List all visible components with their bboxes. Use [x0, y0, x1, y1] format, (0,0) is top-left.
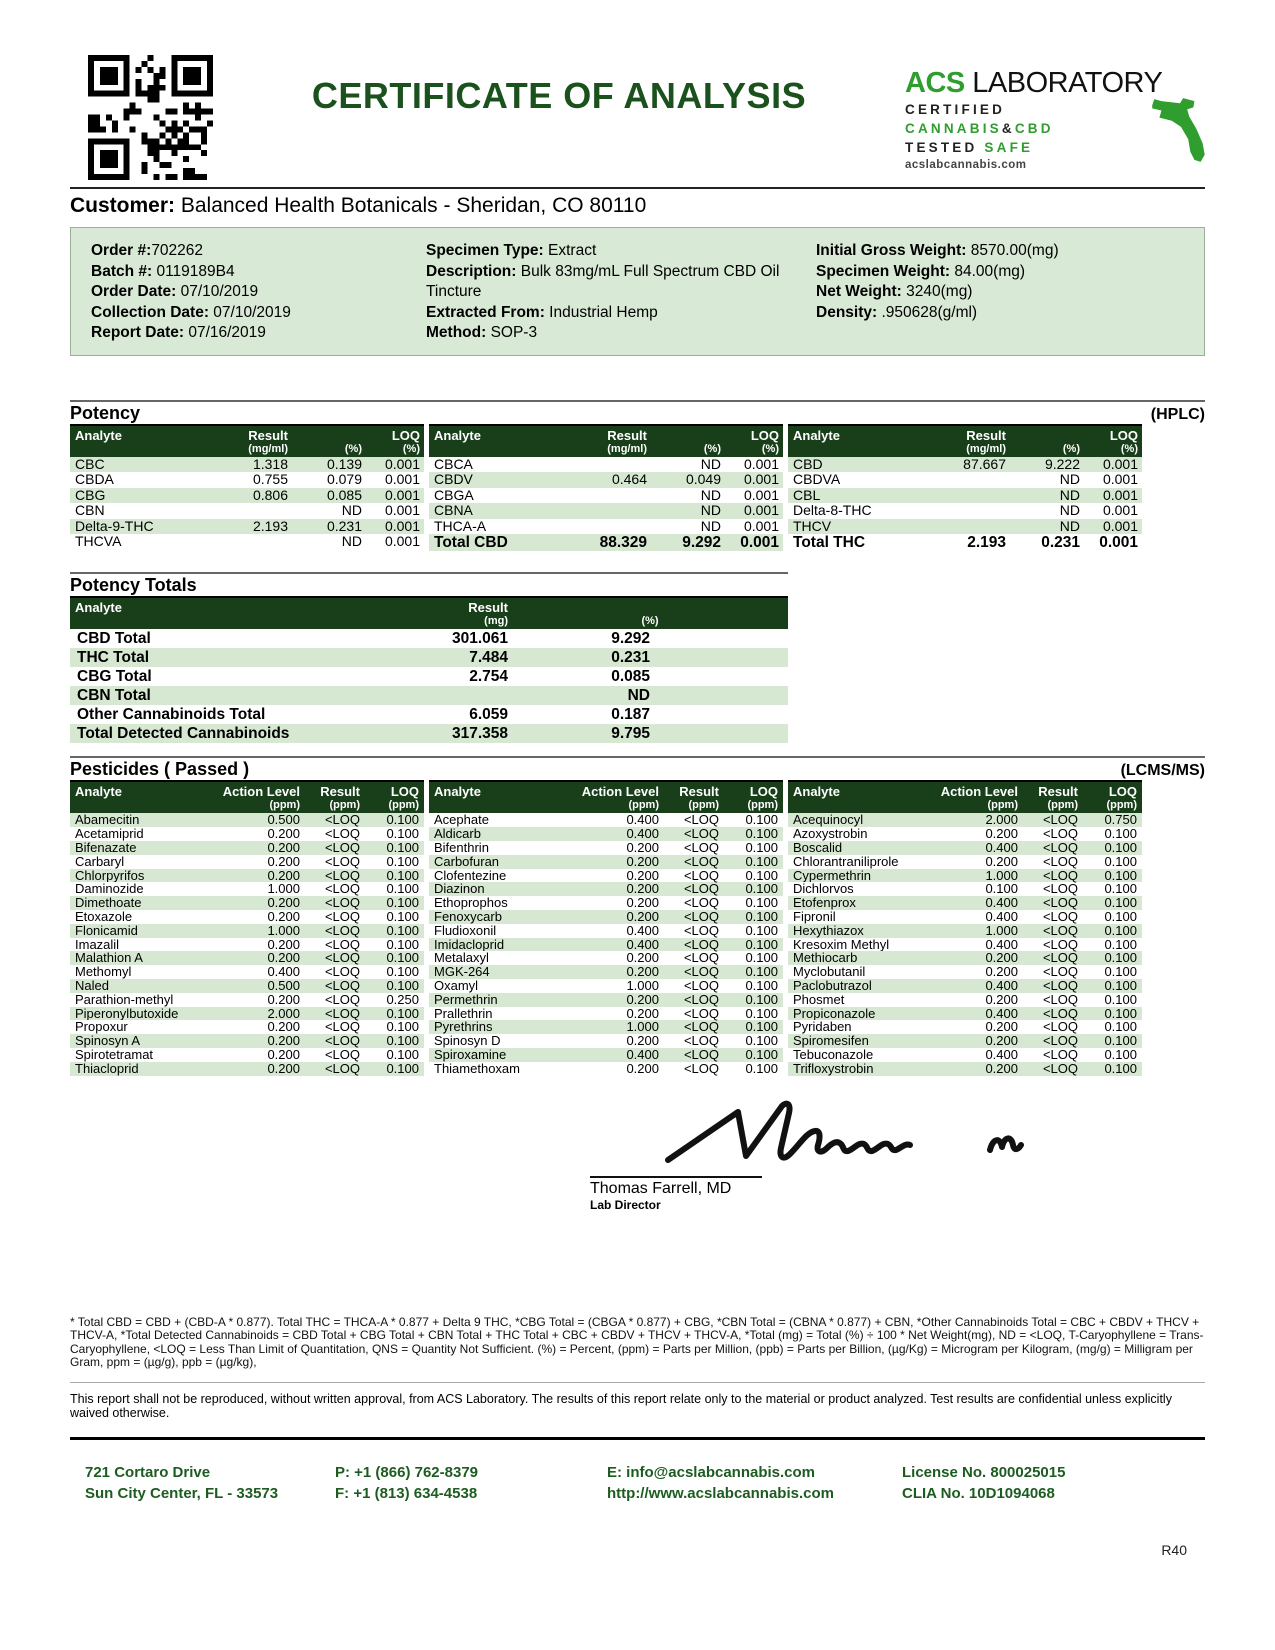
table-row: Methomyl 0.400 <LOQ 0.100 [75, 964, 419, 980]
pesticides-table-1 [70, 780, 424, 1075]
table-row: MGK-264 0.200 <LOQ 0.100 [429, 965, 783, 979]
pesticides-table-header: Analyte Action Level (ppm) Result (ppm) LOQ (ppm) [70, 782, 424, 813]
table-row: Paclobutrazol 0.400 <LOQ 0.100 [788, 979, 1142, 993]
signature-image [600, 1090, 1100, 1178]
pesticides-title: Pesticides ( Passed ) [70, 759, 250, 780]
table-row: Chlorantraniliprole 0.200 <LOQ 0.100 [793, 853, 1137, 869]
signature-line [590, 1176, 762, 1178]
logo-certified: CERTIFIED [905, 102, 1006, 117]
potency-method: (HPLC) [1150, 405, 1205, 423]
info-line: Specimen Type: Extract [426, 242, 597, 259]
table-row: Kresoxim Methyl 0.400 <LOQ 0.100 [793, 936, 1137, 952]
revision-label: R40 [1161, 1542, 1187, 1558]
table-row: Dichlorvos 0.100 <LOQ 0.100 [793, 881, 1137, 897]
table-row: CBG Total 2.754 0.085 [77, 668, 650, 686]
table-row: Fipronil 0.400 <LOQ 0.100 [793, 909, 1137, 925]
table-row: Spinosyn D 0.200 <LOQ 0.100 [434, 1033, 778, 1049]
footer-phone: P: +1 (866) 762-8379 F: +1 (813) 634-4538 [335, 1463, 479, 1502]
table-row: Chlorpyrifos 0.200 <LOQ 0.100 [70, 869, 424, 883]
order-info-col1 [91, 241, 426, 344]
table-row: Pyridaben 0.200 <LOQ 0.100 [793, 1019, 1137, 1035]
info-line: Initial Gross Weight: 8570.00(mg) [816, 242, 1059, 259]
footer-address: 721 Cortaro Drive Sun City Center, FL - 33573 [85, 1463, 279, 1502]
table-row: Flonicamid 1.000 <LOQ 0.100 [70, 924, 424, 938]
table-row: CBN ND 0.001 [75, 502, 420, 519]
footer-email: E: info@acslabcannabis.com [607, 1463, 816, 1481]
pesticides-table-2 [429, 780, 783, 1075]
info-line: Collection Date: 07/10/2019 [91, 303, 291, 321]
footer-divider [70, 1437, 1205, 1440]
table-row: Methiocarb 0.200 <LOQ 0.100 [788, 951, 1142, 965]
table-row: Tebuconazole 0.400 <LOQ 0.100 [793, 1047, 1137, 1063]
pesticides-table-3 [788, 780, 1142, 1075]
table-row: Acephate 0.400 <LOQ 0.100 [434, 812, 778, 828]
table-row: Thiacloprid 0.200 <LOQ 0.100 [70, 1062, 424, 1076]
table-row: Imazalil 0.200 <LOQ 0.100 [75, 936, 419, 952]
table-row: CBDV 0.464 0.049 0.001 [429, 472, 783, 488]
table-row: Metalaxyl 0.200 <LOQ 0.100 [434, 950, 778, 966]
footnotes-text: * Total CBD = CBD + (CBD-A * 0.877). Total THC = THCA-A * 0.877 + Delta 9 THC, *CBG Total = (CBGA * 0.877) + CBG, *CBN Total = (CBNA * 0.877) + CBN, *Other Cannabinoids Total = CBC + CBDV + THCV + THCV-A, *Total Detected Cannabinoids = CBD Total + CBG Total + CBN Total + THC Total + CBC + CBDV + THCV + THCV-A, *Total (mg) = Total (%) ÷ 100 * Net Weight(mg), ND = <LOQ, T-Caryophyllene = Trans-Caryophyllene, <LOQ = Less Than Limit of Quantitation, QNS = Quantity Not Sufficient. (%) = Percent, (ppm) = Parts per Million, (ppb) = Parts per Billion, (µg/Kg) = Microgram per Kilogram, (mg/g) = Milligram per Gram, ppm = (µg/g), ppb = (µg/kg), [70, 1314, 1204, 1370]
footer-contact [607, 1462, 902, 1504]
table-row: Trifloxystrobin 0.200 <LOQ 0.100 [788, 1062, 1142, 1076]
table-row: CBNA ND 0.001 [429, 503, 783, 519]
table-row: Total CBD 88.329 9.292 0.001 [429, 534, 783, 551]
table-row: Carbofuran 0.200 <LOQ 0.100 [429, 855, 783, 869]
info-line: Batch #: 0119189B4 [91, 262, 235, 280]
table-row: Diazinon 0.200 <LOQ 0.100 [429, 882, 783, 896]
table-row: Bifenthrin 0.200 <LOQ 0.100 [434, 840, 778, 856]
table-row: Carbaryl 0.200 <LOQ 0.100 [75, 853, 419, 869]
potency-table-header: Analyte Result (mg/ml) (%) LOQ (%) [70, 426, 424, 457]
pesticides-method: (LCMS/MS) [1120, 762, 1205, 780]
table-row: Spirotetramat 0.200 <LOQ 0.100 [75, 1047, 419, 1063]
info-line: Method: SOP-3 [426, 324, 538, 341]
pesticides-table-header: Analyte Action Level (ppm) Result (ppm) LOQ (ppm) [788, 782, 1142, 813]
table-row: Bifenazate 0.200 <LOQ 0.100 [70, 841, 424, 855]
pesticides-section [70, 756, 1205, 1075]
potency-table-3 [788, 424, 1142, 552]
table-row: Parathion-methyl 0.200 <LOQ 0.250 [75, 991, 419, 1007]
table-row: THC Total 7.484 0.231 [70, 648, 788, 667]
order-info-col3 [816, 241, 1146, 344]
table-row: Etofenprox 0.400 <LOQ 0.100 [788, 896, 1142, 910]
table-row: CBC 1.318 0.139 0.001 [70, 457, 424, 473]
table-row: Ethoprophos 0.200 <LOQ 0.100 [434, 895, 778, 911]
info-line: Report Date: 07/16/2019 [91, 324, 266, 341]
title-wrap [213, 55, 905, 117]
signer-name: Thomas Farrell, MD [590, 1179, 732, 1197]
pesticides-section-header [70, 756, 1205, 780]
table-row: Spiroxamine 0.400 <LOQ 0.100 [429, 1048, 783, 1062]
table-row: Pyrethrins 1.000 <LOQ 0.100 [429, 1020, 783, 1034]
footer [70, 1462, 1205, 1504]
acs-laboratory-logo [905, 55, 1205, 171]
potency-section [70, 400, 1205, 552]
logo-cannabis-cbd: CANNABIS&CBD [905, 121, 1054, 136]
info-line: Description: Bulk 83mg/mL Full Spectrum CBD Oil Tincture [426, 262, 780, 300]
table-row: CBD 87.667 9.222 0.001 [788, 457, 1142, 473]
table-row: Total THC 2.193 0.231 0.001 [793, 534, 1138, 552]
page-title: CERTIFICATE OF ANALYSIS [311, 75, 807, 116]
table-row: Delta-8-THC ND 0.001 [793, 502, 1138, 519]
table-row: Fenoxycarb 0.200 <LOQ 0.100 [429, 910, 783, 924]
potency-table-2 [429, 424, 783, 552]
info-line: Density: .950628(g/ml) [816, 303, 978, 321]
customer-line: Customer: Balanced Health Botanicals - Sheridan, CO 80110 [70, 194, 647, 217]
table-row: CBD Total 301.061 9.292 [77, 630, 650, 648]
potency-table-1 [70, 424, 424, 552]
potency-table-header: Analyte Result (mg/ml) (%) LOQ (%) [788, 426, 1142, 457]
potency-section-header [70, 400, 1205, 424]
table-row: Acequinocyl 2.000 <LOQ 0.750 [788, 813, 1142, 827]
signature-block [590, 1090, 1110, 1212]
table-row: Imidacloprid 0.400 <LOQ 0.100 [429, 938, 783, 952]
table-row: Clofentezine 0.200 <LOQ 0.100 [434, 867, 778, 883]
table-row: Spiromesifen 0.200 <LOQ 0.100 [788, 1034, 1142, 1048]
potency-totals-table-header: Analyte Result (mg) (%) [70, 598, 788, 629]
info-line: Extracted From: Industrial Hemp [426, 303, 658, 321]
signer-title: Lab Director [590, 1197, 661, 1212]
order-info-box [70, 227, 1205, 356]
table-row: Acetamiprid 0.200 <LOQ 0.100 [75, 826, 419, 842]
logo-wordmark: ACS LABORATORY [905, 67, 1163, 99]
order-info-col2 [426, 241, 816, 344]
table-row: Permethrin 0.200 <LOQ 0.100 [429, 993, 783, 1007]
info-line: Net Weight: 3240(mg) [816, 283, 973, 300]
florida-icon [1149, 95, 1211, 165]
table-row: Aldicarb 0.400 <LOQ 0.100 [429, 827, 783, 841]
potency-totals-table [70, 596, 788, 743]
header-divider [70, 187, 1205, 189]
table-row: THCA-A ND 0.001 [434, 517, 779, 534]
potency-table-header: Analyte Result (mg/ml) (%) LOQ (%) [429, 426, 783, 457]
table-row: THCVA ND 0.001 [75, 533, 420, 550]
table-row: Total Detected Cannabinoids 317.358 9.795 [70, 724, 788, 743]
table-row: Delta-9-THC 2.193 0.231 0.001 [70, 519, 424, 535]
table-row: Malathion A 0.200 <LOQ 0.100 [70, 951, 424, 965]
logo-tested-safe: TESTED SAFE [905, 140, 1034, 155]
potency-totals-title: Potency Totals [70, 575, 197, 596]
table-row: Myclobutanil 0.200 <LOQ 0.100 [793, 964, 1137, 980]
logo-website: acslabcannabis.com [905, 159, 1027, 171]
table-row: Etoxazole 0.200 <LOQ 0.100 [75, 909, 419, 925]
info-line: Order #:702262 [91, 242, 204, 259]
table-row: Piperonylbutoxide 2.000 <LOQ 0.100 [70, 1007, 424, 1021]
table-row: Daminozide 1.000 <LOQ 0.100 [75, 881, 419, 897]
table-row: Azoxystrobin 0.200 <LOQ 0.100 [793, 826, 1137, 842]
info-line: Order Date: 07/10/2019 [91, 283, 259, 300]
footer-license: License No. 800025015 CLIA No. 10D1094068 [902, 1463, 1066, 1502]
table-row: Boscalid 0.400 <LOQ 0.100 [788, 841, 1142, 855]
table-row: CBDA 0.755 0.079 0.001 [75, 471, 420, 488]
table-row: Spinosyn A 0.200 <LOQ 0.100 [70, 1034, 424, 1048]
table-row: CBDVA ND 0.001 [793, 471, 1138, 488]
table-row: Phosmet 0.200 <LOQ 0.100 [793, 991, 1137, 1007]
table-row: Abamecitin 0.500 <LOQ 0.100 [70, 813, 424, 827]
table-row: Prallethrin 0.200 <LOQ 0.100 [434, 1005, 778, 1021]
table-row: Hexythiazox 1.000 <LOQ 0.100 [788, 924, 1142, 938]
header [70, 55, 1205, 183]
footer-website: http://www.acslabcannabis.com [607, 1484, 834, 1502]
potency-totals-section [70, 572, 788, 743]
table-row: Thiamethoxam 0.200 <LOQ 0.100 [434, 1060, 778, 1076]
table-row: THCV ND 0.001 [788, 519, 1142, 535]
table-row: CBN Total ND [70, 686, 788, 705]
potency-totals-header [70, 572, 788, 596]
table-row: Propiconazole 0.400 <LOQ 0.100 [788, 1007, 1142, 1021]
table-row: CBL ND 0.001 [788, 488, 1142, 504]
table-row: Propoxur 0.200 <LOQ 0.100 [75, 1019, 419, 1035]
table-row: Other Cannabinoids Total 6.059 0.187 [77, 706, 650, 724]
table-row: CBG 0.806 0.085 0.001 [70, 488, 424, 504]
info-line: Specimen Weight: 84.00(mg) [816, 262, 1026, 280]
disclaimer-text: This report shall not be reproduced, without written approval, from ACS Laboratory. The results of this report relate only to the material or product analyzed. Test results are confidential unless explicitly waived otherwise. [70, 1382, 1205, 1421]
qr-code [88, 55, 213, 180]
table-row: CBCA ND 0.001 [434, 455, 779, 472]
potency-title: Potency [70, 402, 141, 423]
table-row: Oxamyl 1.000 <LOQ 0.100 [434, 978, 778, 994]
table-row: CBGA ND 0.001 [434, 486, 779, 503]
pesticides-table-header: Analyte Action Level (ppm) Result (ppm) LOQ (ppm) [429, 782, 783, 813]
table-row: Dimethoate 0.200 <LOQ 0.100 [70, 896, 424, 910]
table-row: Fludioxonil 0.400 <LOQ 0.100 [434, 922, 778, 938]
table-row: Naled 0.500 <LOQ 0.100 [70, 979, 424, 993]
table-row: Cypermethrin 1.000 <LOQ 0.100 [788, 869, 1142, 883]
